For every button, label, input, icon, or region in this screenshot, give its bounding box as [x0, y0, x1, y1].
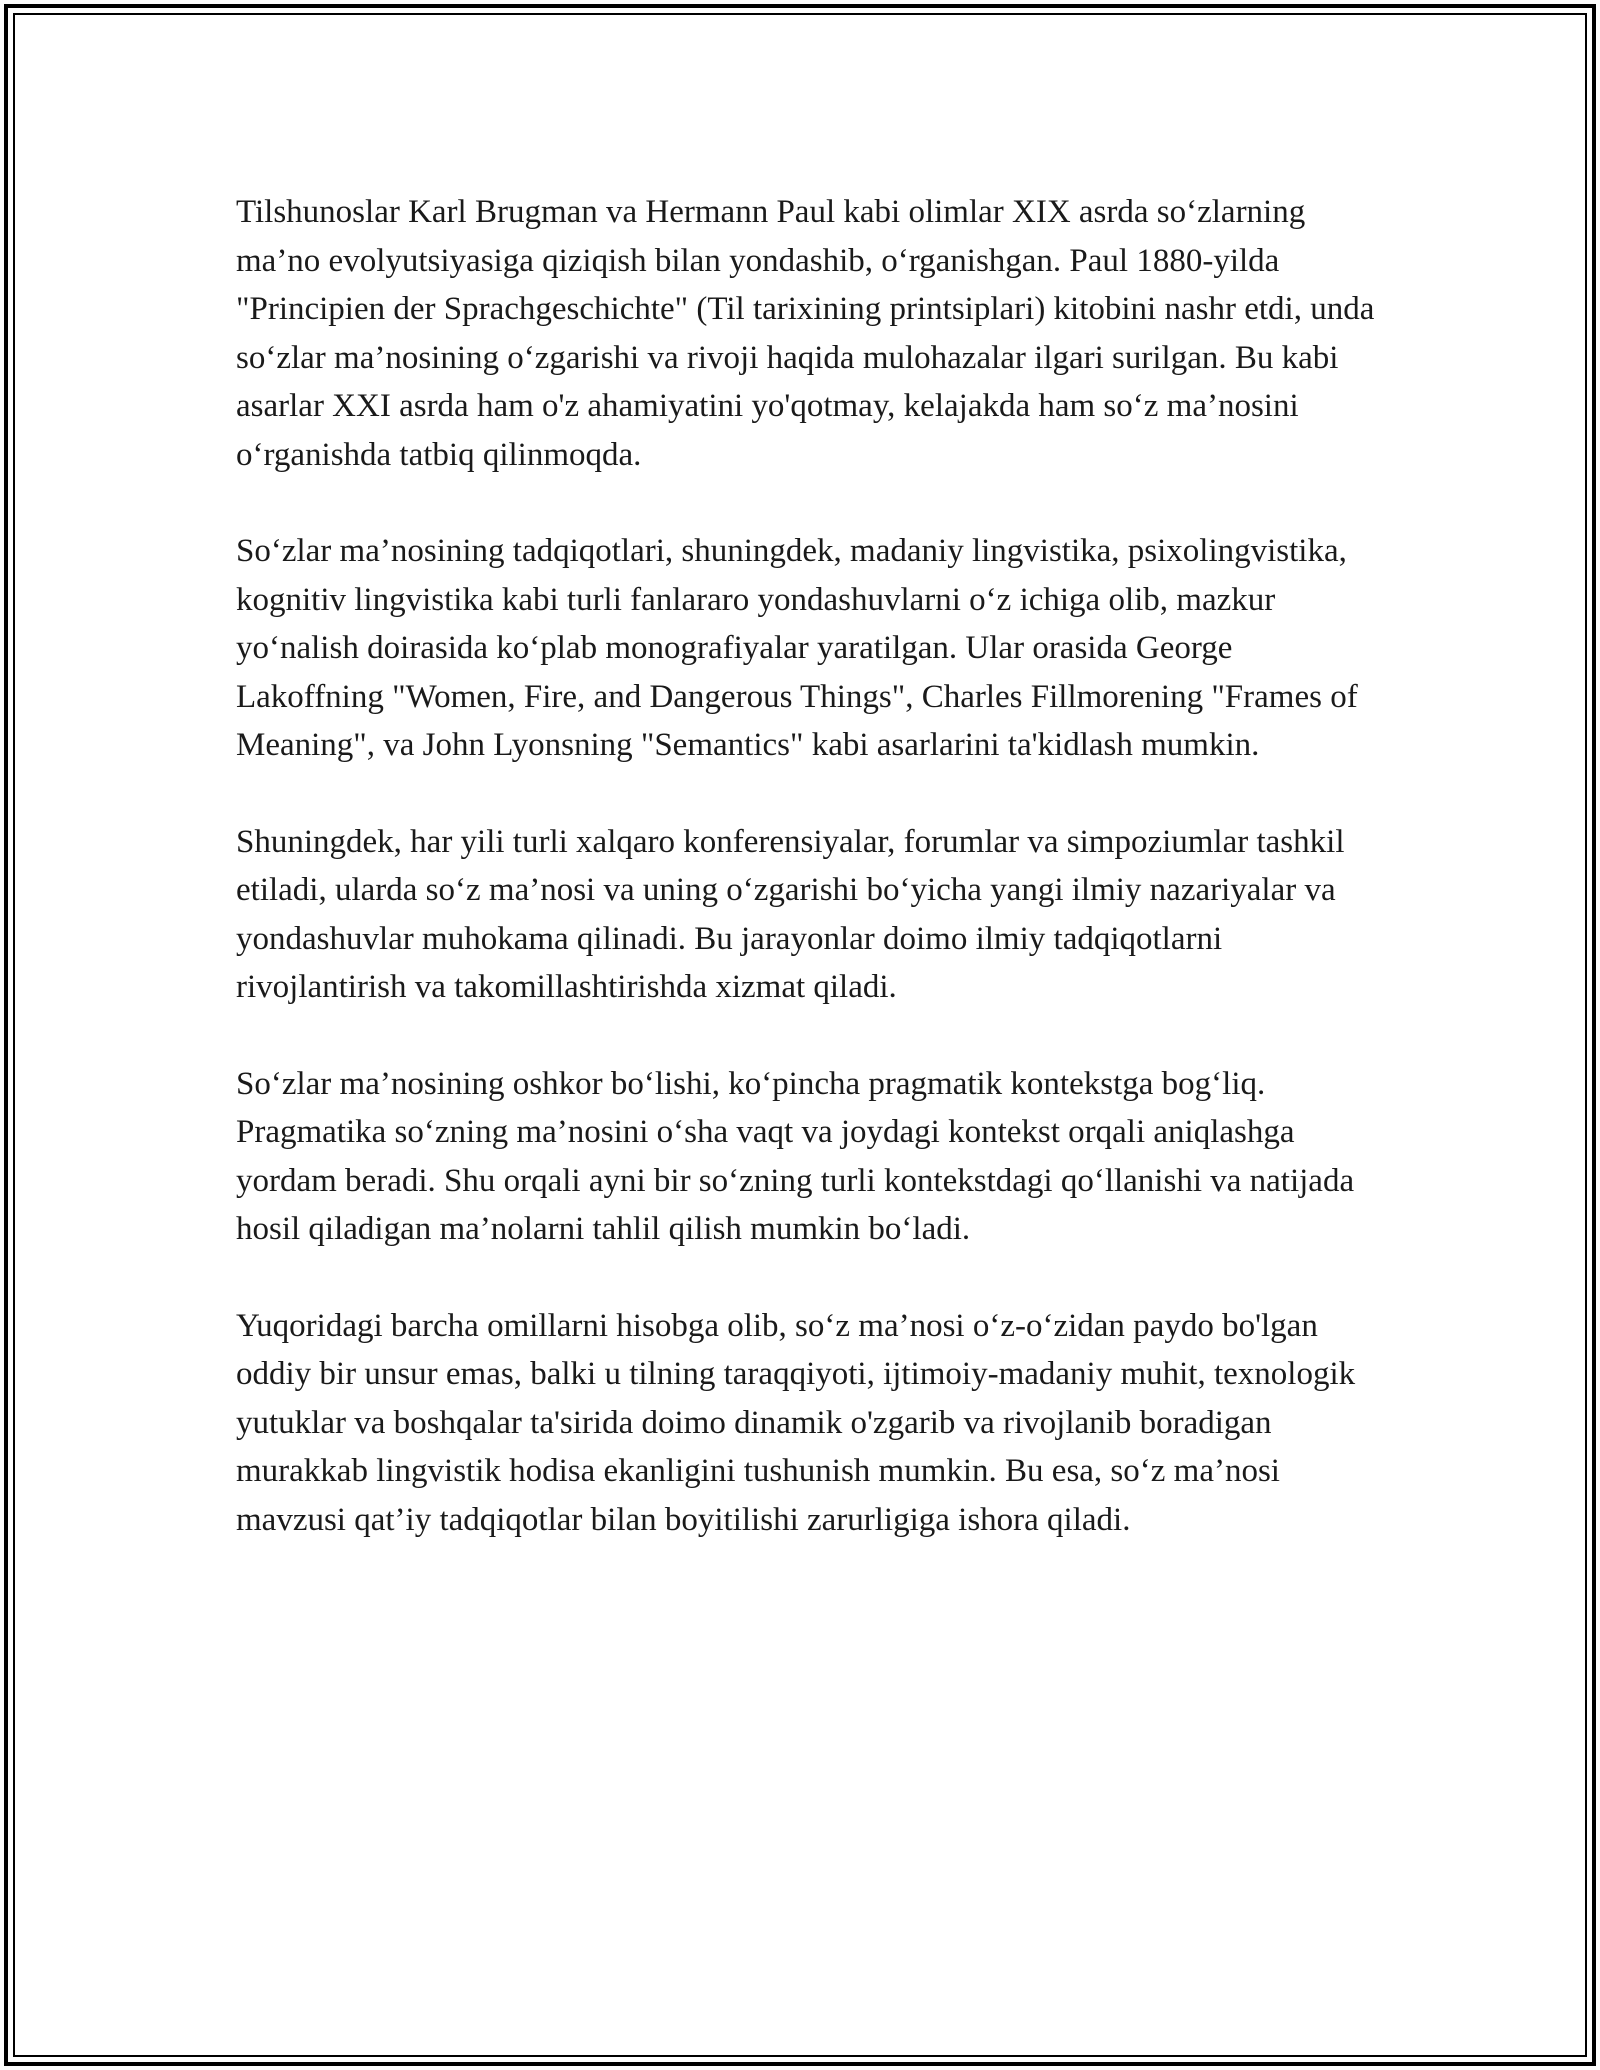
paragraph-5: Yuqoridagi barcha omillarni hisobga olib, so‘z ma’nosi o‘z-o‘zidan paydo bo'lgan oddiy bir unsur emas, balki u tilning taraqqiyoti, ijtimoiy-madaniy muhit, texnologik yutuklar va boshqalar ta'sirida doimo dinamik o'zgarib va rivojlanib boradigan murakkab lingvistik hodisa ekanligini tushunish mumkin. Bu esa, so‘z ma’nosi mavzusi qat’iy tadqiqotlar bilan boyitilishi zarurligiga ishora qiladi.	[236, 1307, 1356, 1538]
document-body	[236, 188, 1376, 1544]
paragraph-3: Shuningdek, har yili turli xalqaro konferensiyalar, forumlar va simpoziumlar tashkil etiladi, ularda so‘z ma’nosi va uning o‘zgarishi bo‘yicha yangi ilmiy nazariyalar va yondashuvlar muhokama qilinadi. Bu jarayonlar doimo ilmiy tadqiqotlarni rivojlantirish va takomillashtirishda xizmat qiladi.	[236, 823, 1345, 1005]
paragraph-4: So‘zlar ma’nosining oshkor bo‘lishi, ko‘pincha pragmatik kontekstga bog‘liq. Pragmatika so‘zning ma’nosini o‘sha vaqt va joydagi kontekst orqali aniqlashga yordam beradi. Shu orqali ayni bir so‘zning turli kontekstdagi qo‘llanishi va natijada hosil qiladigan ma’nolarni tahlil qilish mumkin bo‘ladi.	[236, 1065, 1355, 1247]
paragraph-2: So‘zlar ma’nosining tadqiqotlari, shuningdek, madaniy lingvistika, psixolingvistika, kognitiv lingvistika kabi turli fanlararo yondashuvlarni o‘z ichiga olib, mazkur yo‘nalish doirasida ko‘plab monografiyalar yaratilgan. Ular orasida George Lakoffning "Women, Fire, and Dangerous Things", Charles Fillmorening "Frames of Meaning", va John Lyonsning "Semantics" kabi asarlarini ta'kidlash mumkin.	[236, 533, 1358, 763]
paragraph-1: Tilshunoslar Karl Brugman va Hermann Paul kabi olimlar XIX asrda so‘zlarning ma’no evolyutsiyasiga qiziqish bilan yondashib, o‘rganishgan. Paul 1880-yilda "Principien der Sprachgeschichte" (Til tarixining printsiplari) kitobini nashr etdi, unda so‘zlar ma’nosining o‘zgarishi va rivoji haqida mulohazalar ilgari surilgan. Bu kabi asarlar XXI asrda ham o'z ahamiyatini yo'qotmay, kelajakda ham so‘z ma’nosini o‘rganishda tatbiq qilinmoqda.	[236, 194, 1375, 473]
